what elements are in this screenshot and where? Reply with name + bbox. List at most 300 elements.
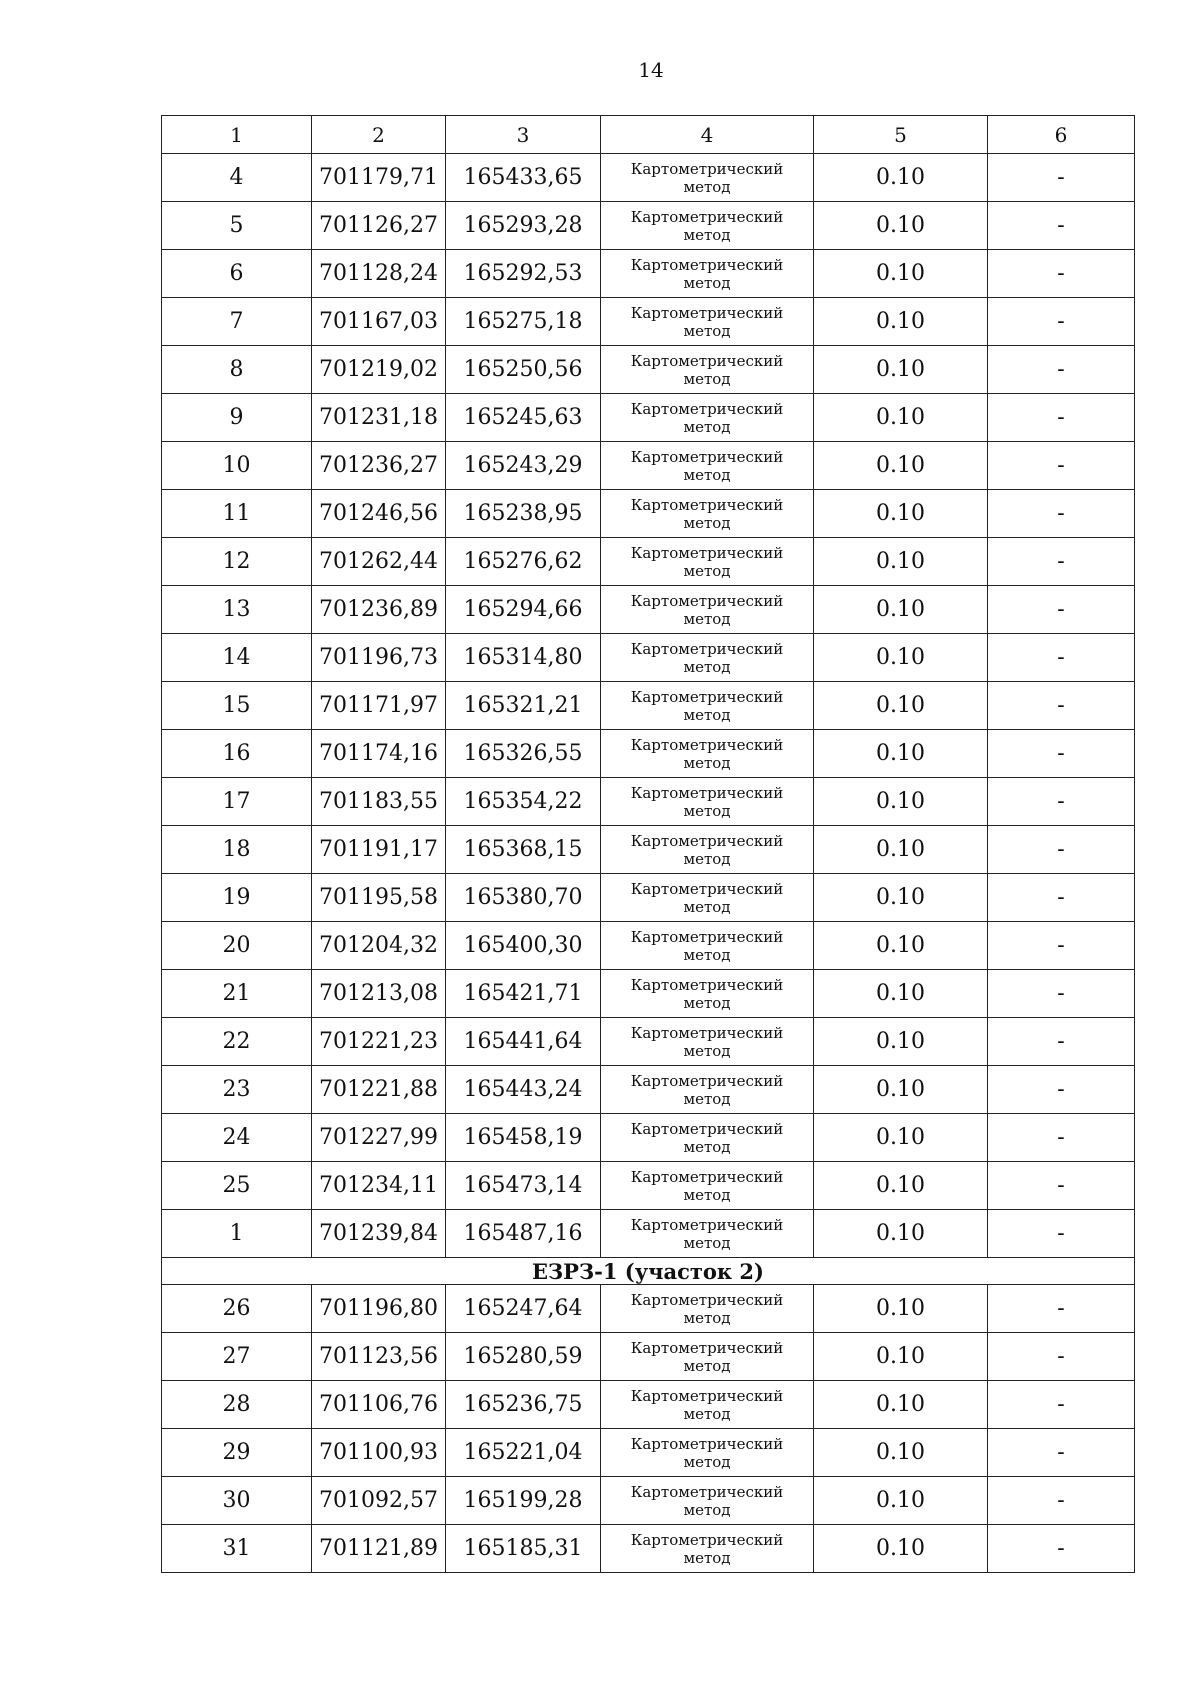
y-coordinate: 165487,16	[446, 1210, 601, 1258]
point-number-cell	[162, 346, 312, 394]
column-header: 5	[814, 116, 988, 154]
method-cell	[601, 874, 814, 922]
method-line1: Картометрический	[630, 255, 784, 274]
method-cell	[601, 634, 814, 682]
x-coordinate: 701174,16	[312, 730, 446, 778]
x-coordinate: 701262,44	[312, 538, 446, 586]
method-cell	[601, 1114, 814, 1162]
method-cell	[601, 394, 814, 442]
y-coordinate: 165221,04	[446, 1429, 601, 1477]
method-line1: Картометрический	[630, 1119, 784, 1138]
accuracy-value: 0.10	[814, 634, 988, 682]
method-line1: Картометрический	[630, 159, 784, 178]
table-row	[162, 538, 1135, 586]
point-number: 18	[222, 837, 251, 862]
note-value: -	[988, 970, 1135, 1018]
x-coordinate: 701128,24	[312, 250, 446, 298]
point-number: 20	[222, 933, 251, 958]
method-line1: Картометрический	[630, 975, 784, 994]
point-number: 16	[222, 741, 251, 766]
x-coordinate: 701196,73	[312, 634, 446, 682]
method-line1: Картометрический	[630, 1530, 784, 1549]
point-number-cell	[162, 1477, 312, 1525]
point-number-cell	[162, 826, 312, 874]
method-line1: Картометрический	[630, 1215, 784, 1234]
method-line1: Картометрический	[630, 1482, 784, 1501]
x-coordinate: 701106,76	[312, 1381, 446, 1429]
x-coordinate: 701204,32	[312, 922, 446, 970]
table-row	[162, 1333, 1135, 1381]
note-value: -	[988, 730, 1135, 778]
method-line1: Картометрический	[630, 591, 784, 610]
x-coordinate: 701092,57	[312, 1477, 446, 1525]
method-line1: Картометрический	[630, 1023, 784, 1042]
point-number: 6	[229, 261, 244, 286]
x-coordinate: 701121,89	[312, 1525, 446, 1573]
table-row	[162, 490, 1135, 538]
method-line1: Картометрический	[630, 447, 784, 466]
y-coordinate: 165314,80	[446, 634, 601, 682]
method-line2: метод	[683, 369, 731, 388]
point-number: 27	[222, 1344, 251, 1369]
accuracy-value: 0.10	[814, 586, 988, 634]
point-number: 5	[229, 213, 244, 238]
point-number-cell	[162, 250, 312, 298]
y-coordinate: 165326,55	[446, 730, 601, 778]
x-coordinate: 701167,03	[312, 298, 446, 346]
note-value: -	[988, 1429, 1135, 1477]
point-number: 10	[222, 453, 251, 478]
point-number-cell	[162, 922, 312, 970]
x-coordinate: 701219,02	[312, 346, 446, 394]
x-coordinate: 701196,80	[312, 1285, 446, 1333]
method-line2: метод	[683, 561, 731, 580]
table-row	[162, 1525, 1135, 1573]
x-coordinate: 701234,11	[312, 1162, 446, 1210]
y-coordinate: 165354,22	[446, 778, 601, 826]
method-line1: Картометрический	[630, 303, 784, 322]
method-cell	[601, 442, 814, 490]
method-line2: метод	[683, 417, 731, 436]
point-number-cell	[162, 1018, 312, 1066]
method-line2: метод	[683, 1137, 731, 1156]
point-number-cell	[162, 394, 312, 442]
note-value: -	[988, 1285, 1135, 1333]
accuracy-value: 0.10	[814, 922, 988, 970]
point-number: 30	[222, 1488, 251, 1513]
point-number: 22	[222, 1029, 251, 1054]
note-value: -	[988, 442, 1135, 490]
point-number: 28	[222, 1392, 251, 1417]
point-number: 7	[229, 309, 244, 334]
table-row	[162, 1066, 1135, 1114]
x-coordinate: 701100,93	[312, 1429, 446, 1477]
note-value: -	[988, 586, 1135, 634]
x-coordinate: 701221,88	[312, 1066, 446, 1114]
column-header: 1	[162, 116, 312, 154]
table-row	[162, 1381, 1135, 1429]
x-coordinate: 701221,23	[312, 1018, 446, 1066]
note-value: -	[988, 634, 1135, 682]
column-header: 6	[988, 116, 1135, 154]
method-line2: метод	[683, 177, 731, 196]
x-coordinate: 701123,56	[312, 1333, 446, 1381]
method-line1: Картометрический	[630, 831, 784, 850]
accuracy-value: 0.10	[814, 1381, 988, 1429]
method-line2: метод	[683, 993, 731, 1012]
y-coordinate: 165243,29	[446, 442, 601, 490]
point-number: 8	[229, 357, 244, 382]
method-cell	[601, 586, 814, 634]
x-coordinate: 701183,55	[312, 778, 446, 826]
accuracy-value: 0.10	[814, 346, 988, 394]
method-line2: метод	[683, 945, 731, 964]
method-line1: Картометрический	[630, 543, 784, 562]
x-coordinate: 701179,71	[312, 154, 446, 202]
y-coordinate: 165250,56	[446, 346, 601, 394]
note-value: -	[988, 202, 1135, 250]
method-cell	[601, 1066, 814, 1114]
point-number: 25	[222, 1173, 251, 1198]
note-value: -	[988, 250, 1135, 298]
accuracy-value: 0.10	[814, 538, 988, 586]
page-number: 14	[638, 58, 664, 82]
note-value: -	[988, 1210, 1135, 1258]
method-cell	[601, 1285, 814, 1333]
y-coordinate: 165368,15	[446, 826, 601, 874]
y-coordinate: 165236,75	[446, 1381, 601, 1429]
accuracy-value: 0.10	[814, 490, 988, 538]
table-row	[162, 1114, 1135, 1162]
method-line2: метод	[683, 465, 731, 484]
accuracy-value: 0.10	[814, 250, 988, 298]
table-row	[162, 1429, 1135, 1477]
table-row	[162, 1162, 1135, 1210]
accuracy-value: 0.10	[814, 826, 988, 874]
accuracy-value: 0.10	[814, 202, 988, 250]
point-number-cell	[162, 1429, 312, 1477]
method-line1: Картометрический	[630, 1434, 784, 1453]
point-number: 29	[222, 1440, 251, 1465]
accuracy-value: 0.10	[814, 730, 988, 778]
method-cell	[601, 1429, 814, 1477]
point-number-cell	[162, 442, 312, 490]
table-row	[162, 1477, 1135, 1525]
y-coordinate: 165245,63	[446, 394, 601, 442]
method-line2: метод	[683, 1233, 731, 1252]
x-coordinate: 701126,27	[312, 202, 446, 250]
point-number-cell	[162, 1066, 312, 1114]
note-value: -	[988, 490, 1135, 538]
method-line1: Картометрический	[630, 639, 784, 658]
method-cell	[601, 1477, 814, 1525]
point-number: 12	[222, 549, 251, 574]
note-value: -	[988, 1333, 1135, 1381]
y-coordinate: 165276,62	[446, 538, 601, 586]
y-coordinate: 165247,64	[446, 1285, 601, 1333]
method-line2: метод	[683, 657, 731, 676]
table-row	[162, 730, 1135, 778]
y-coordinate: 165421,71	[446, 970, 601, 1018]
x-coordinate: 701213,08	[312, 970, 446, 1018]
accuracy-value: 0.10	[814, 682, 988, 730]
y-coordinate: 165443,24	[446, 1066, 601, 1114]
method-line1: Картометрический	[630, 927, 784, 946]
note-value: -	[988, 394, 1135, 442]
point-number-cell	[162, 154, 312, 202]
note-value: -	[988, 1018, 1135, 1066]
table-row	[162, 922, 1135, 970]
note-value: -	[988, 1066, 1135, 1114]
table-row	[162, 826, 1135, 874]
table-row	[162, 154, 1135, 202]
point-number-cell	[162, 1525, 312, 1573]
table-row	[162, 682, 1135, 730]
table-row	[162, 634, 1135, 682]
note-value: -	[988, 538, 1135, 586]
y-coordinate: 165433,65	[446, 154, 601, 202]
accuracy-value: 0.10	[814, 1018, 988, 1066]
point-number: 24	[222, 1125, 251, 1150]
x-coordinate: 701236,27	[312, 442, 446, 490]
method-cell	[601, 1210, 814, 1258]
accuracy-value: 0.10	[814, 874, 988, 922]
y-coordinate: 165238,95	[446, 490, 601, 538]
x-coordinate: 701236,89	[312, 586, 446, 634]
x-coordinate: 701171,97	[312, 682, 446, 730]
method-line2: метод	[683, 753, 731, 772]
method-line2: метод	[683, 897, 731, 916]
method-line2: метод	[683, 513, 731, 532]
method-cell	[601, 250, 814, 298]
column-header: 4	[601, 116, 814, 154]
accuracy-value: 0.10	[814, 1333, 988, 1381]
point-number: 19	[222, 885, 251, 910]
method-cell	[601, 490, 814, 538]
accuracy-value: 0.10	[814, 970, 988, 1018]
accuracy-value: 0.10	[814, 1114, 988, 1162]
table-row	[162, 298, 1135, 346]
method-line1: Картометрический	[630, 1071, 784, 1090]
method-line1: Картометрический	[630, 1386, 784, 1405]
y-coordinate: 165275,18	[446, 298, 601, 346]
point-number: 31	[222, 1536, 251, 1561]
note-value: -	[988, 1525, 1135, 1573]
column-header: 3	[446, 116, 601, 154]
x-coordinate: 701227,99	[312, 1114, 446, 1162]
y-coordinate: 165400,30	[446, 922, 601, 970]
method-cell	[601, 1162, 814, 1210]
point-number-cell	[162, 970, 312, 1018]
method-line1: Картометрический	[630, 879, 784, 898]
accuracy-value: 0.10	[814, 394, 988, 442]
table-row	[162, 1018, 1135, 1066]
coordinates-table	[161, 115, 1135, 1573]
x-coordinate: 701231,18	[312, 394, 446, 442]
accuracy-value: 0.10	[814, 778, 988, 826]
accuracy-value: 0.10	[814, 1162, 988, 1210]
method-line1: Картометрический	[630, 1167, 784, 1186]
accuracy-value: 0.10	[814, 298, 988, 346]
y-coordinate: 165199,28	[446, 1477, 601, 1525]
method-line1: Картометрический	[630, 351, 784, 370]
method-cell	[601, 1525, 814, 1573]
y-coordinate: 165458,19	[446, 1114, 601, 1162]
note-value: -	[988, 778, 1135, 826]
method-line2: метод	[683, 1404, 731, 1423]
point-number: 9	[229, 405, 244, 430]
note-value: -	[988, 346, 1135, 394]
accuracy-value: 0.10	[814, 1066, 988, 1114]
method-line1: Картометрический	[630, 1338, 784, 1357]
method-line2: метод	[683, 1548, 731, 1567]
note-value: -	[988, 682, 1135, 730]
point-number-cell	[162, 490, 312, 538]
table-row	[162, 1285, 1135, 1333]
note-value: -	[988, 874, 1135, 922]
table-row	[162, 442, 1135, 490]
point-number-cell	[162, 730, 312, 778]
method-cell	[601, 778, 814, 826]
method-line2: метод	[683, 1089, 731, 1108]
method-line2: метод	[683, 1185, 731, 1204]
note-value: -	[988, 1114, 1135, 1162]
point-number-cell	[162, 634, 312, 682]
table-row	[162, 394, 1135, 442]
method-cell	[601, 538, 814, 586]
accuracy-value: 0.10	[814, 1210, 988, 1258]
table-row	[162, 1210, 1135, 1258]
point-number-cell	[162, 1381, 312, 1429]
point-number-cell	[162, 538, 312, 586]
point-number-cell	[162, 874, 312, 922]
point-number: 17	[222, 789, 251, 814]
note-value: -	[988, 922, 1135, 970]
point-number-cell	[162, 1162, 312, 1210]
note-value: -	[988, 1381, 1135, 1429]
x-coordinate: 701191,17	[312, 826, 446, 874]
method-line2: метод	[683, 609, 731, 628]
table-row	[162, 586, 1135, 634]
header-row	[162, 116, 1135, 154]
method-line2: метод	[683, 1041, 731, 1060]
method-cell	[601, 1018, 814, 1066]
point-number-cell	[162, 202, 312, 250]
table-row	[162, 202, 1135, 250]
point-number-cell	[162, 1210, 312, 1258]
y-coordinate: 165441,64	[446, 1018, 601, 1066]
point-number-cell	[162, 1285, 312, 1333]
method-cell	[601, 1333, 814, 1381]
table-row	[162, 250, 1135, 298]
y-coordinate: 165293,28	[446, 202, 601, 250]
accuracy-value: 0.10	[814, 442, 988, 490]
method-line2: метод	[683, 1308, 731, 1327]
point-number-cell	[162, 682, 312, 730]
method-line1: Картометрический	[630, 495, 784, 514]
y-coordinate: 165185,31	[446, 1525, 601, 1573]
method-cell	[601, 682, 814, 730]
y-coordinate: 165280,59	[446, 1333, 601, 1381]
method-line1: Картометрический	[630, 207, 784, 226]
method-cell	[601, 298, 814, 346]
method-line2: метод	[683, 225, 731, 244]
point-number: 1	[229, 1221, 244, 1246]
method-line2: метод	[683, 1356, 731, 1375]
table-row	[162, 778, 1135, 826]
x-coordinate: 701239,84	[312, 1210, 446, 1258]
method-cell	[601, 346, 814, 394]
note-value: -	[988, 826, 1135, 874]
point-number: 13	[222, 597, 251, 622]
x-coordinate: 701246,56	[312, 490, 446, 538]
method-line2: метод	[683, 705, 731, 724]
note-value: -	[988, 298, 1135, 346]
point-number: 23	[222, 1077, 251, 1102]
column-header: 2	[312, 116, 446, 154]
method-cell	[601, 970, 814, 1018]
table-row	[162, 874, 1135, 922]
method-line1: Картометрический	[630, 783, 784, 802]
y-coordinate: 165321,21	[446, 682, 601, 730]
accuracy-value: 0.10	[814, 1429, 988, 1477]
accuracy-value: 0.10	[814, 1477, 988, 1525]
method-line1: Картометрический	[630, 399, 784, 418]
method-cell	[601, 1381, 814, 1429]
note-value: -	[988, 1162, 1135, 1210]
point-number: 26	[222, 1296, 251, 1321]
section-row	[162, 1258, 1135, 1285]
y-coordinate: 165380,70	[446, 874, 601, 922]
point-number: 15	[222, 693, 251, 718]
point-number-cell	[162, 1333, 312, 1381]
note-value: -	[988, 1477, 1135, 1525]
section-title: ЕЗРЗ-1 (участок 2)	[162, 1258, 1135, 1285]
accuracy-value: 0.10	[814, 1525, 988, 1573]
point-number-cell	[162, 298, 312, 346]
method-cell	[601, 202, 814, 250]
point-number-cell	[162, 586, 312, 634]
table-row	[162, 970, 1135, 1018]
accuracy-value: 0.10	[814, 154, 988, 202]
method-line2: метод	[683, 1500, 731, 1519]
point-number: 11	[222, 501, 251, 526]
y-coordinate: 165292,53	[446, 250, 601, 298]
method-cell	[601, 154, 814, 202]
method-line2: метод	[683, 321, 731, 340]
point-number: 21	[222, 981, 251, 1006]
x-coordinate: 701195,58	[312, 874, 446, 922]
point-number: 4	[229, 165, 244, 190]
method-cell	[601, 922, 814, 970]
method-line1: Картометрический	[630, 735, 784, 754]
method-line1: Картометрический	[630, 1290, 784, 1309]
y-coordinate: 165294,66	[446, 586, 601, 634]
table-row	[162, 346, 1135, 394]
point-number-cell	[162, 778, 312, 826]
accuracy-value: 0.10	[814, 1285, 988, 1333]
method-line2: метод	[683, 1452, 731, 1471]
method-cell	[601, 730, 814, 778]
method-line2: метод	[683, 273, 731, 292]
method-line1: Картометрический	[630, 687, 784, 706]
point-number: 14	[222, 645, 251, 670]
y-coordinate: 165473,14	[446, 1162, 601, 1210]
method-line2: метод	[683, 801, 731, 820]
method-cell	[601, 826, 814, 874]
point-number-cell	[162, 1114, 312, 1162]
method-line2: метод	[683, 849, 731, 868]
